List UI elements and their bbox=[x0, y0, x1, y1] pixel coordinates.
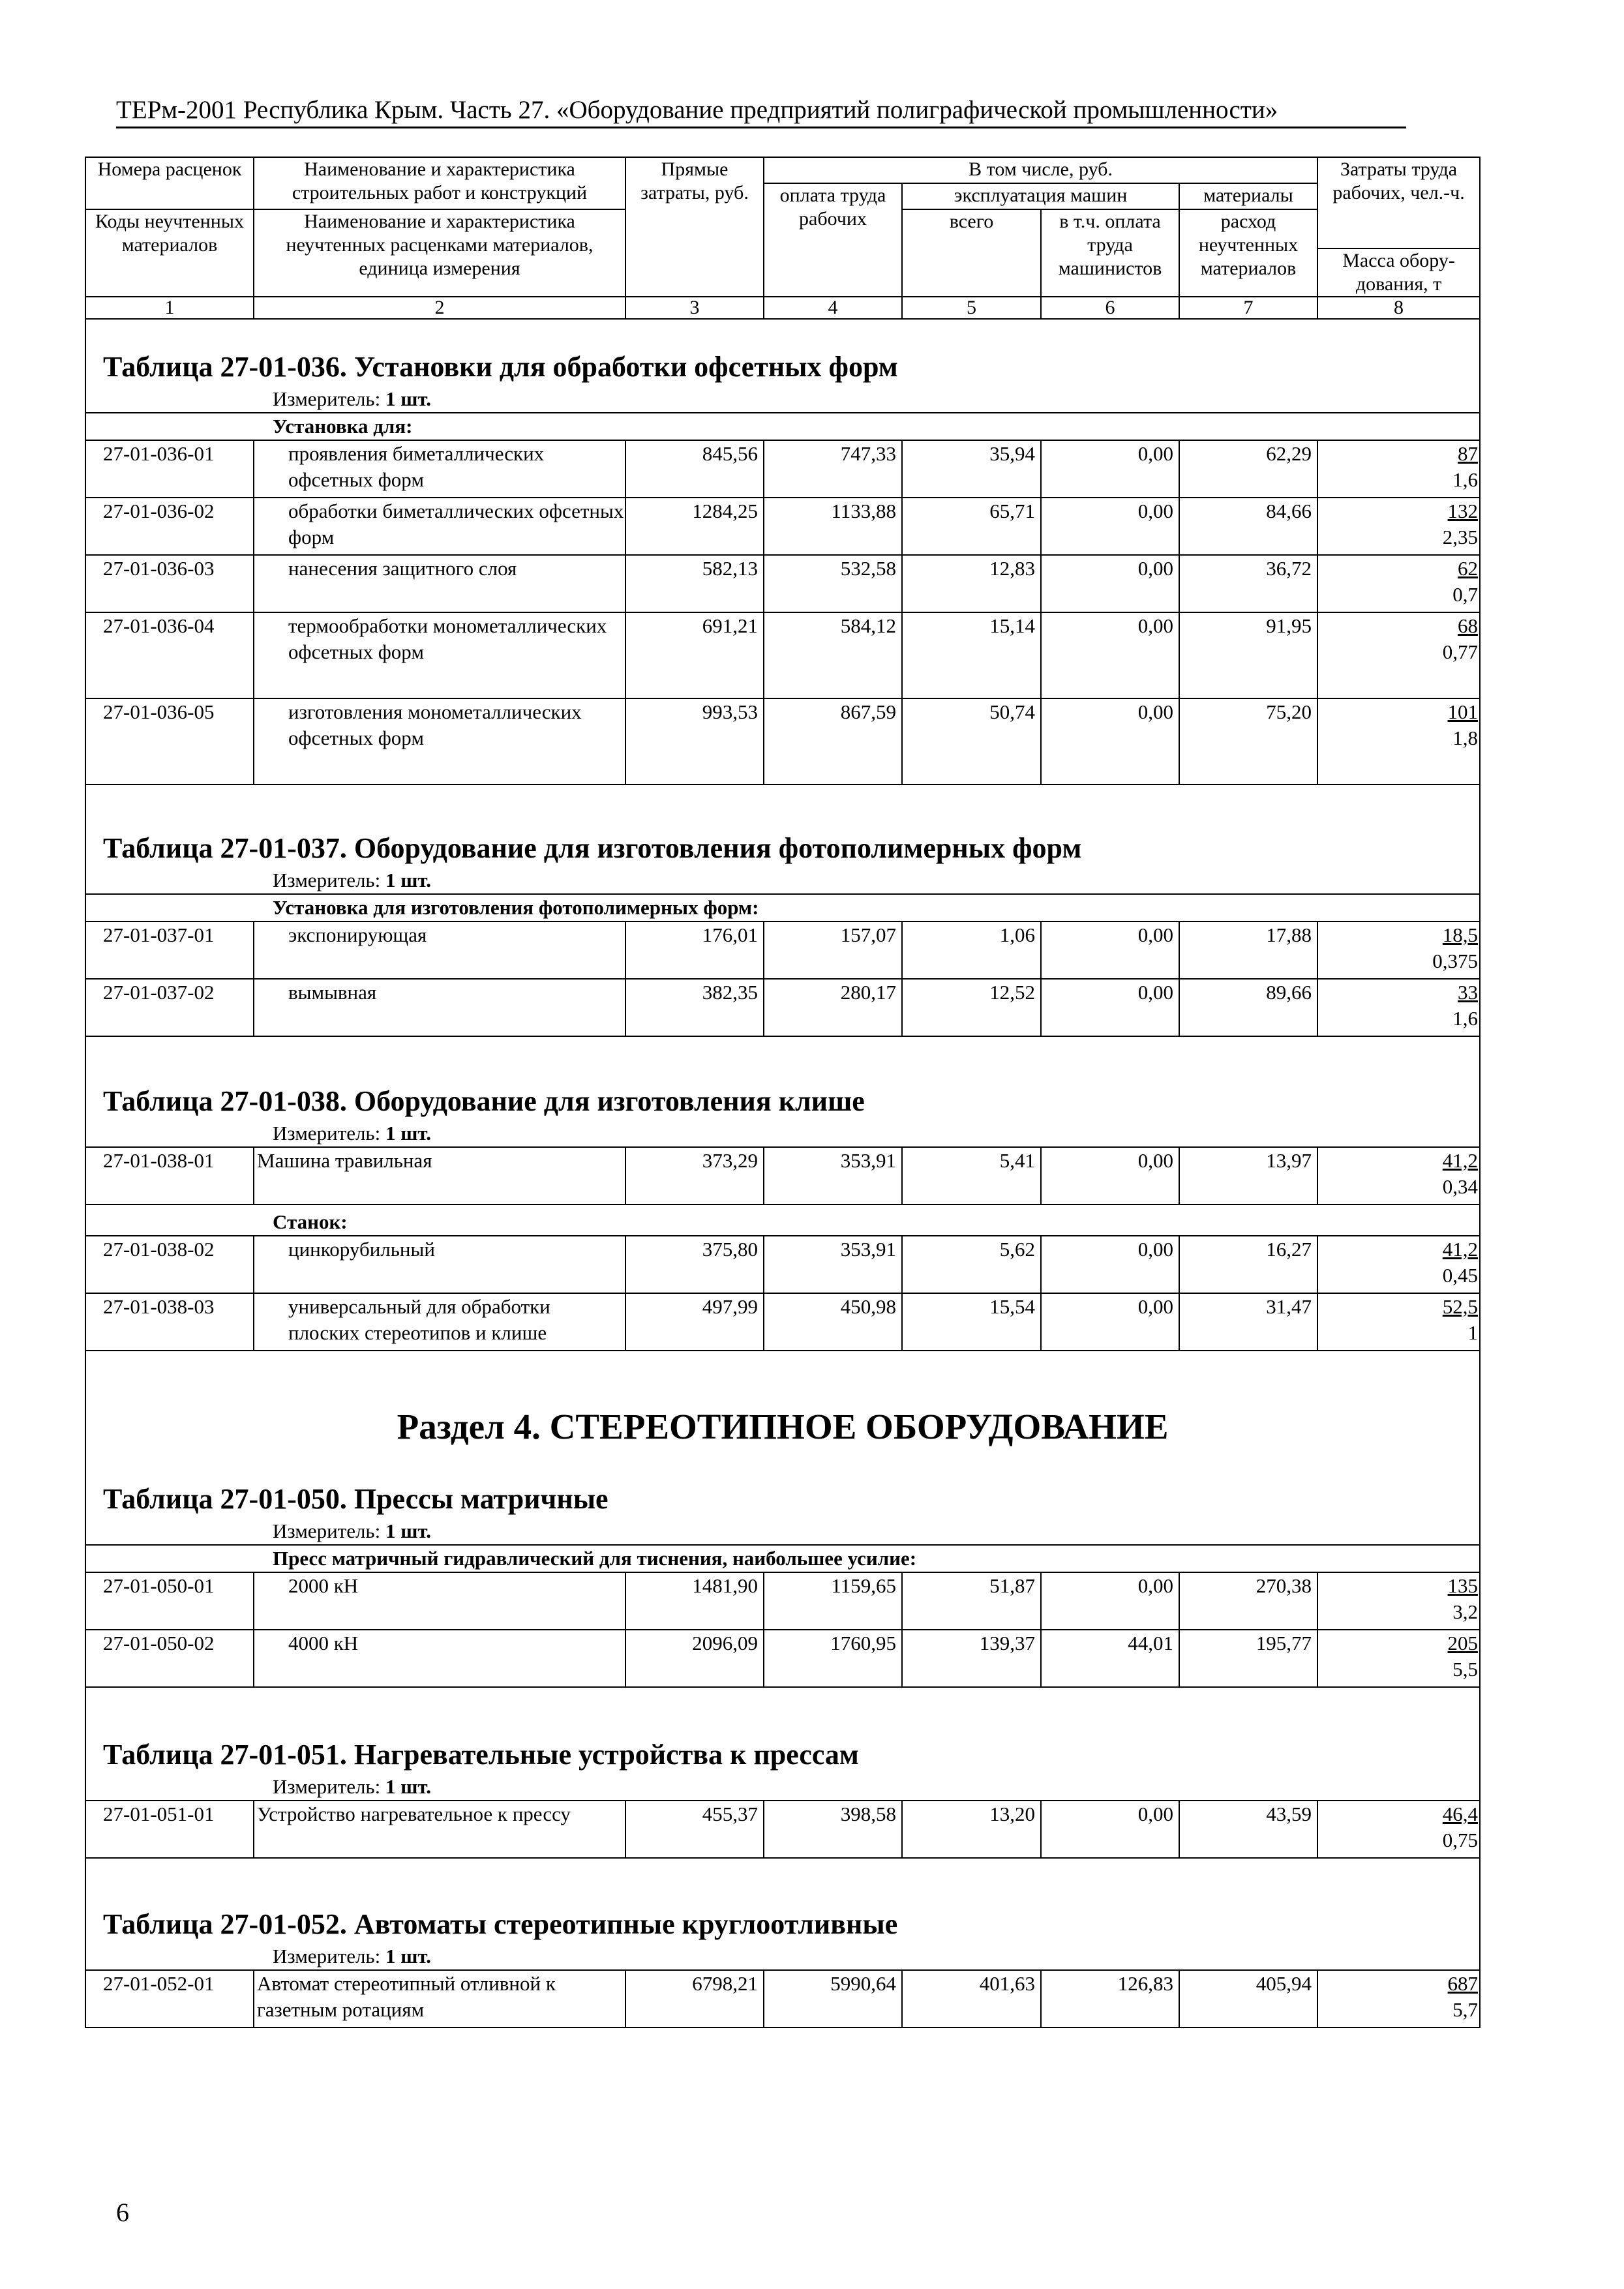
col-number: 6 bbox=[1041, 297, 1179, 319]
rate-code: 27-01-038-01 bbox=[85, 1147, 254, 1204]
labor-hours: 33 bbox=[1458, 981, 1479, 1004]
materials-cost: 89,66 bbox=[1179, 979, 1317, 1036]
materials-cost: 13,97 bbox=[1179, 1147, 1317, 1204]
rate-code: 27-01-036-04 bbox=[85, 612, 254, 698]
col-number: 3 bbox=[625, 297, 764, 319]
operator-wages: 0,00 bbox=[1041, 921, 1179, 979]
rate-name: изготовления монометаллических офсетных форм bbox=[288, 700, 582, 749]
direct-cost: 176,01 bbox=[625, 921, 764, 979]
wages: 398,58 bbox=[764, 1801, 902, 1858]
table-title: Таблица 27-01-037. Оборудование для изготовления фотополимерных форм bbox=[103, 832, 1082, 864]
table-row bbox=[85, 979, 1480, 1036]
equipment-mass: 2,35 bbox=[1442, 526, 1479, 548]
col2-bottom-header: Наименование и характеристика неучтенных расценками материалов, единица измерения bbox=[254, 209, 625, 297]
col-number: 2 bbox=[254, 297, 625, 319]
machine-cost: 401,63 bbox=[902, 1970, 1041, 2027]
table-title: Таблица 27-01-038. Оборудование для изготовления клише bbox=[103, 1085, 865, 1117]
rate-name: термообработки монометаллических офсетных форм bbox=[288, 614, 607, 663]
equipment-mass: 5,5 bbox=[1452, 1658, 1479, 1681]
wages: 157,07 bbox=[764, 921, 902, 979]
machine-cost: 12,83 bbox=[902, 555, 1041, 612]
equipment-mass: 0,34 bbox=[1442, 1175, 1479, 1198]
rate-name: цинкорубильный bbox=[288, 1238, 435, 1261]
direct-cost: 382,35 bbox=[625, 979, 764, 1036]
direct-cost: 2096,09 bbox=[625, 1630, 764, 1687]
labor-hours: 18,5 bbox=[1442, 923, 1479, 946]
table-row bbox=[85, 440, 1480, 498]
operator-wages: 0,00 bbox=[1041, 555, 1179, 612]
operator-wages: 0,00 bbox=[1041, 698, 1179, 785]
rate-name: обработки биметаллических офсетных форм bbox=[288, 500, 624, 548]
rate-name: Устройство нагревательное к прессу bbox=[257, 1803, 571, 1825]
group-subheading: Пресс матричный гидравлический для тиснения, наибольшее усилие: bbox=[85, 1545, 1480, 1572]
table-title: Таблица 27-01-036. Установки для обработки офсетных форм bbox=[103, 351, 898, 383]
table-row bbox=[85, 612, 1480, 698]
rate-code: 27-01-052-01 bbox=[85, 1970, 254, 2027]
wages: 532,58 bbox=[764, 555, 902, 612]
machine-cost: 50,74 bbox=[902, 698, 1041, 785]
operator-wages: 0,00 bbox=[1041, 979, 1179, 1036]
col-number: 5 bbox=[902, 297, 1041, 319]
machines-header: эксплуатация машин bbox=[902, 183, 1179, 209]
wages: 280,17 bbox=[764, 979, 902, 1036]
rate-name: экспонирующая bbox=[288, 923, 427, 946]
col8-bottom-header: Масса обору-дования, т bbox=[1317, 248, 1480, 297]
rate-code: 27-01-050-02 bbox=[85, 1630, 254, 1687]
equipment-mass: 0,45 bbox=[1442, 1264, 1479, 1287]
wages: 584,12 bbox=[764, 612, 902, 698]
rate-code: 27-01-036-03 bbox=[85, 555, 254, 612]
table-title: Таблица 27-01-052. Автоматы стереотипные круглоотливные bbox=[103, 1908, 898, 1940]
rate-code: 27-01-036-01 bbox=[85, 440, 254, 498]
equipment-mass: 1,6 bbox=[1452, 468, 1479, 491]
wages: 1159,65 bbox=[764, 1572, 902, 1630]
rate-code: 27-01-051-01 bbox=[85, 1801, 254, 1858]
table-row bbox=[85, 1970, 1480, 2027]
operator-wages: 0,00 bbox=[1041, 612, 1179, 698]
table-row bbox=[85, 698, 1480, 785]
rate-code: 27-01-037-02 bbox=[85, 979, 254, 1036]
equipment-mass: 3,2 bbox=[1452, 1600, 1479, 1623]
machine-cost: 12,52 bbox=[902, 979, 1041, 1036]
table-row bbox=[85, 1236, 1480, 1293]
rate-name: нанесения защитного слоя bbox=[288, 557, 517, 580]
materials-header: материалы bbox=[1179, 183, 1317, 209]
table-row bbox=[85, 1630, 1480, 1687]
col-number: 4 bbox=[764, 297, 902, 319]
direct-cost: 6798,21 bbox=[625, 1970, 764, 2027]
equipment-mass: 0,7 bbox=[1452, 583, 1479, 606]
materials-cost: 84,66 bbox=[1179, 498, 1317, 555]
col2-top-header: Наименование и характеристика строительных работ и конструкций bbox=[254, 157, 625, 209]
labor-hours: 46,4 bbox=[1442, 1803, 1479, 1825]
materials-cost: 91,95 bbox=[1179, 612, 1317, 698]
equipment-mass: 1,8 bbox=[1452, 726, 1479, 749]
rates-table bbox=[85, 157, 1481, 2028]
wages: 1760,95 bbox=[764, 1630, 902, 1687]
labor-hours: 62 bbox=[1458, 557, 1479, 580]
operator-wages: 0,00 bbox=[1041, 1236, 1179, 1293]
labor-hours: 101 bbox=[1447, 700, 1479, 723]
operator-wages: 0,00 bbox=[1041, 498, 1179, 555]
machine-cost: 15,54 bbox=[902, 1293, 1041, 1351]
col-number: 1 bbox=[85, 297, 254, 319]
operator-wages: 0,00 bbox=[1041, 1293, 1179, 1351]
rate-code: 27-01-036-05 bbox=[85, 698, 254, 785]
machine-cost: 5,62 bbox=[902, 1236, 1041, 1293]
measure-unit: Измеритель: 1 шт. bbox=[273, 1122, 432, 1144]
operator-wages: 126,83 bbox=[1041, 1970, 1179, 2027]
materials-cost: 75,20 bbox=[1179, 698, 1317, 785]
rate-name: Автомат стереотипный отливной к газетным ротациям bbox=[257, 1972, 556, 2021]
equipment-mass: 0,375 bbox=[1432, 950, 1479, 972]
col3-header: Прямые затраты, руб. bbox=[625, 157, 764, 297]
measure-unit: Измеритель: 1 шт. bbox=[273, 387, 432, 410]
table-row bbox=[85, 498, 1480, 555]
materials-cost: 16,27 bbox=[1179, 1236, 1317, 1293]
direct-cost: 1284,25 bbox=[625, 498, 764, 555]
labor-hours: 68 bbox=[1458, 614, 1479, 637]
rate-code: 27-01-037-01 bbox=[85, 921, 254, 979]
operator-wages: 44,01 bbox=[1041, 1630, 1179, 1687]
direct-cost: 1481,90 bbox=[625, 1572, 764, 1630]
direct-cost: 455,37 bbox=[625, 1801, 764, 1858]
equipment-mass: 1,6 bbox=[1452, 1007, 1479, 1030]
rate-name: проявления биметаллических офсетных форм bbox=[288, 442, 545, 491]
labor-hours: 132 bbox=[1447, 500, 1479, 522]
rate-code: 27-01-038-03 bbox=[85, 1293, 254, 1351]
direct-cost: 375,80 bbox=[625, 1236, 764, 1293]
direct-cost: 845,56 bbox=[625, 440, 764, 498]
col7-header: расход неучтенных материалов bbox=[1179, 209, 1317, 297]
operator-wages: 0,00 bbox=[1041, 1147, 1179, 1204]
equipment-mass: 5,7 bbox=[1452, 1998, 1479, 2021]
group-subheading: Станок: bbox=[85, 1204, 1480, 1236]
wages: 450,98 bbox=[764, 1293, 902, 1351]
table-title: Таблица 27-01-050. Прессы матричные bbox=[103, 1483, 609, 1515]
group-subheading: Установка для изготовления фотополимерных форм: bbox=[85, 894, 1480, 921]
table-row bbox=[85, 1572, 1480, 1630]
rate-code: 27-01-036-02 bbox=[85, 498, 254, 555]
machine-cost: 1,06 bbox=[902, 921, 1041, 979]
machine-cost: 51,87 bbox=[902, 1572, 1041, 1630]
rate-name: универсальный для обработки плоских стереотипов и клише bbox=[288, 1295, 550, 1344]
col4-header: оплата труда рабочих bbox=[764, 183, 902, 297]
machine-cost: 15,14 bbox=[902, 612, 1041, 698]
table-row bbox=[85, 1147, 1480, 1204]
rate-code: 27-01-050-01 bbox=[85, 1572, 254, 1630]
materials-cost: 195,77 bbox=[1179, 1630, 1317, 1687]
wages: 747,33 bbox=[764, 440, 902, 498]
rate-name: вымывная bbox=[288, 981, 377, 1004]
machine-cost: 5,41 bbox=[902, 1147, 1041, 1204]
equipment-mass: 0,75 bbox=[1442, 1829, 1479, 1851]
rate-name: 4000 кН bbox=[288, 1632, 359, 1654]
direct-cost: 373,29 bbox=[625, 1147, 764, 1204]
measure-unit: Измеритель: 1 шт. bbox=[273, 1775, 432, 1798]
machine-cost: 13,20 bbox=[902, 1801, 1041, 1858]
labor-hours: 135 bbox=[1447, 1574, 1479, 1597]
materials-cost: 405,94 bbox=[1179, 1970, 1317, 2027]
measure-unit: Измеритель: 1 шт. bbox=[273, 1945, 432, 1967]
page-number: 6 bbox=[116, 2198, 129, 2227]
table-row bbox=[85, 555, 1480, 612]
labor-hours: 52,5 bbox=[1442, 1295, 1479, 1318]
wages: 1133,88 bbox=[764, 498, 902, 555]
col1-bottom-header: Коды неучтенных материалов bbox=[85, 209, 254, 297]
labor-hours: 687 bbox=[1447, 1972, 1479, 1995]
operator-wages: 0,00 bbox=[1041, 440, 1179, 498]
direct-cost: 691,21 bbox=[625, 612, 764, 698]
materials-cost: 43,59 bbox=[1179, 1801, 1317, 1858]
materials-cost: 17,88 bbox=[1179, 921, 1317, 979]
rate-name: 2000 кН bbox=[288, 1574, 359, 1597]
col-number: 8 bbox=[1317, 297, 1480, 319]
rate-code: 27-01-038-02 bbox=[85, 1236, 254, 1293]
operator-wages: 0,00 bbox=[1041, 1572, 1179, 1630]
col-number: 7 bbox=[1179, 297, 1317, 319]
materials-cost: 62,29 bbox=[1179, 440, 1317, 498]
rate-name: Машина травильная bbox=[257, 1149, 432, 1172]
machine-cost: 139,37 bbox=[902, 1630, 1041, 1687]
labor-hours: 41,2 bbox=[1442, 1238, 1479, 1261]
table-row bbox=[85, 921, 1480, 979]
direct-cost: 993,53 bbox=[625, 698, 764, 785]
col8-top-header: Затраты труда рабочих, чел.-ч. bbox=[1317, 157, 1480, 248]
materials-cost: 36,72 bbox=[1179, 555, 1317, 612]
operator-wages: 0,00 bbox=[1041, 1801, 1179, 1858]
direct-cost: 497,99 bbox=[625, 1293, 764, 1351]
col6-header: в т.ч. оплата труда машинистов bbox=[1041, 209, 1179, 297]
equipment-mass: 1 bbox=[1467, 1321, 1479, 1344]
wages: 867,59 bbox=[764, 698, 902, 785]
measure-unit: Измеритель: 1 шт. bbox=[273, 1519, 432, 1542]
equipment-mass: 0,77 bbox=[1442, 640, 1479, 663]
table-title: Таблица 27-01-051. Нагревательные устройства к прессам bbox=[103, 1739, 859, 1771]
materials-cost: 270,38 bbox=[1179, 1572, 1317, 1630]
labor-hours: 87 bbox=[1458, 442, 1479, 465]
table-row bbox=[85, 1293, 1480, 1351]
wages: 5990,64 bbox=[764, 1970, 902, 2027]
col5-header: всего bbox=[902, 209, 1041, 297]
wages: 353,91 bbox=[764, 1236, 902, 1293]
measure-unit: Измеритель: 1 шт. bbox=[273, 869, 432, 891]
included-header: В том числе, руб. bbox=[764, 157, 1317, 183]
labor-hours: 41,2 bbox=[1442, 1149, 1479, 1172]
wages: 353,91 bbox=[764, 1147, 902, 1204]
running-header: ТЕРм-2001 Республика Крым. Часть 27. «Оборудование предприятий полиграфической промышленности» bbox=[116, 95, 1406, 128]
section-title: Раздел 4. СТЕРЕОТИПНОЕ ОБОРУДОВАНИЕ bbox=[397, 1407, 1169, 1446]
table-row bbox=[85, 1801, 1480, 1858]
group-subheading: Установка для: bbox=[85, 413, 1480, 440]
machine-cost: 65,71 bbox=[902, 498, 1041, 555]
materials-cost: 31,47 bbox=[1179, 1293, 1317, 1351]
direct-cost: 582,13 bbox=[625, 555, 764, 612]
machine-cost: 35,94 bbox=[902, 440, 1041, 498]
col1-top-header: Номера расценок bbox=[85, 157, 254, 209]
labor-hours: 205 bbox=[1447, 1632, 1479, 1654]
